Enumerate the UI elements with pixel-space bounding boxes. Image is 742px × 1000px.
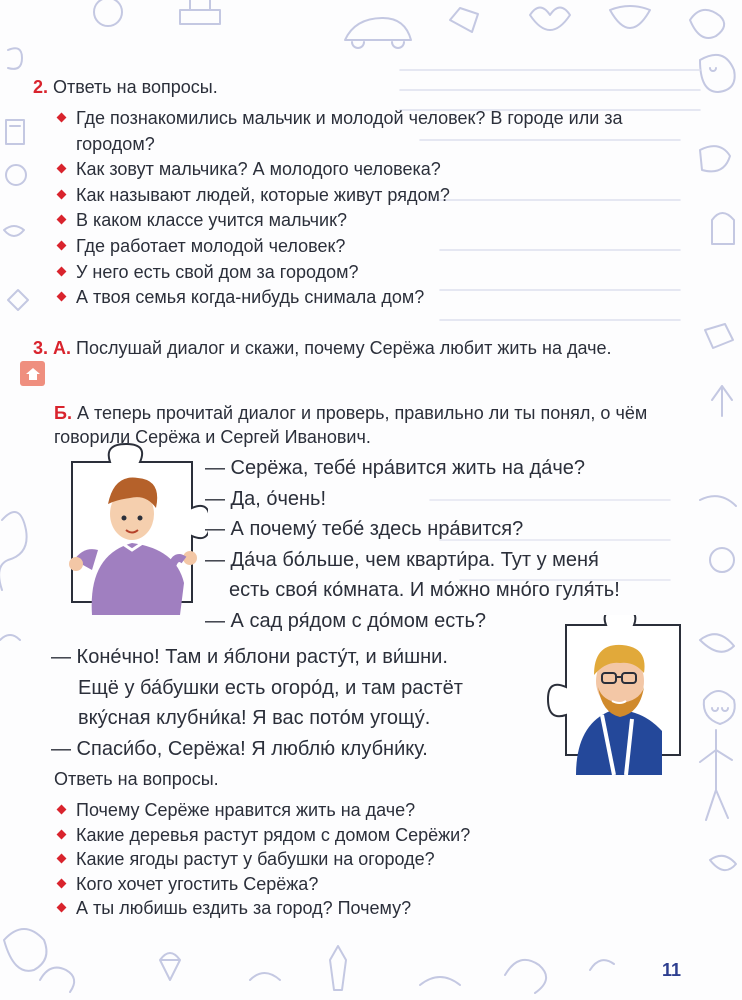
list-item: Где работает молодой человек? [54,234,694,260]
dialog-line: — Спаси́бо, Серёжа! Я люблю́ клубни́ку. [51,737,428,760]
exercise-2-heading [33,76,218,98]
dialog-line: — Да́ча бо́льше, чем кварти́ра. Тут у меня́ [205,548,599,571]
dialog-line: — Да, о́чень! [205,487,327,510]
list-item: А ты любишь ездить за город? Почему? [54,896,574,921]
dialog-line: вку́сная клубни́ка! Я вас пото́м угощу́. [78,707,431,729]
list-item: Какие деревья растут рядом с домом Серёжи? [54,823,574,848]
dialog-line: — Серёжа, тебе́ нра́вится жить на да́че? [205,457,586,479]
exercise-3b-text: А теперь прочитай диалог и проверь, правильно ли ты понял, о чём говорили Серёжа и Сергей Иванович. [54,403,648,447]
dialog-line: есть своя́ ко́мната. И мо́жно мно́го гуля́ть! [229,579,620,601]
house-audio-icon [25,367,41,381]
dialog-line: — А сад ря́дом с до́мом есть? [205,609,486,632]
dialog-block-1 [205,453,620,636]
dialog-line: Ещё у ба́бушки есть огоро́д, и там растёт [78,676,463,699]
boy-puzzle-illustration [58,440,208,615]
list-item: Где познакомились мальчик и молодой человек? В городе или за городом? [54,106,694,157]
man-puzzle-illustration [536,615,696,785]
list-item: Почему Серёже нравится жить на даче? [54,798,574,823]
page-number: 11 [662,960,682,980]
audio-icon[interactable] [20,361,45,386]
exercise-2-question-list [54,106,694,311]
list-item: У него есть свой дом за городом? [54,260,694,286]
exercise-3a-text: Послушай диалог и скажи, почему Серёжа любит жить на даче. [76,338,612,358]
list-item: Как зовут мальчика? А молодого человека? [54,157,694,183]
exercise-3-question-list [54,798,574,921]
list-item: Кого хочет угостить Серёжа? [54,872,574,897]
list-item: А твоя семья когда-нибудь снимала дом? [54,285,694,311]
dialog-line: — А почему́ тебе́ здесь нра́вится? [205,518,524,540]
list-item: В каком классе учится мальчик? [54,208,694,234]
exercise-2-number: 2. [33,77,49,97]
dialog-block-2 [51,642,463,764]
dialog-line: — Коне́чно! Там и я́блони расту́т, и ви́шни. [51,646,448,668]
list-item: Как называют людей, которые живут рядом? [54,183,694,209]
exercise-2-title: Ответь на вопросы. [53,77,218,97]
exercise-3-number: 3. [33,338,49,358]
exercise-3b-letter: Б. [54,403,72,423]
exercise-3-subheading: Ответь на вопросы. [54,769,219,789]
list-item: Какие ягоды растут у бабушки на огороде? [54,847,574,872]
exercise-3a-letter: А. [53,338,72,358]
exercise-3a-heading [33,337,612,359]
